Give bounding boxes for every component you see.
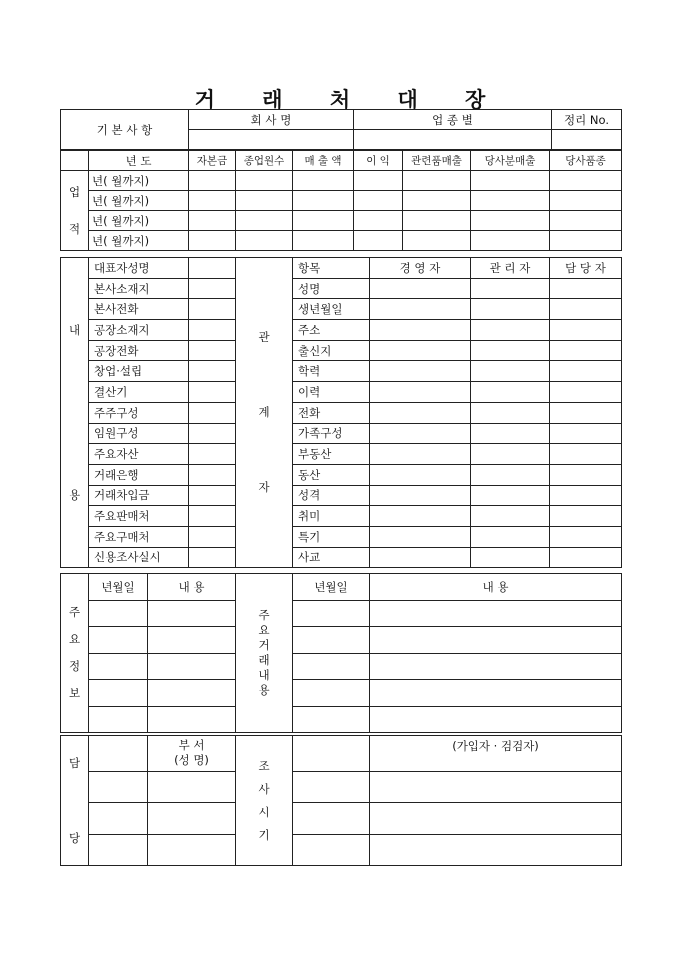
charge-label: 담 당 xyxy=(61,736,89,866)
person-cell[interactable] xyxy=(550,361,622,382)
person-cell[interactable] xyxy=(471,361,550,382)
info-cell[interactable] xyxy=(148,627,236,654)
perf-cell[interactable] xyxy=(354,231,403,251)
charge-cell[interactable] xyxy=(293,834,370,866)
info-cell[interactable] xyxy=(370,600,622,627)
employees-header: 종업원수 xyxy=(236,151,293,171)
person-item-label: 가족구성 xyxy=(293,423,370,444)
person-item-label: 성명 xyxy=(293,278,370,299)
person-cell[interactable] xyxy=(471,506,550,527)
person-cell[interactable] xyxy=(550,485,622,506)
content-item-label: 거래은행 xyxy=(89,464,189,485)
person-cell[interactable] xyxy=(471,340,550,361)
info-cell[interactable] xyxy=(370,706,622,733)
info-cell[interactable] xyxy=(370,680,622,707)
content-item-value[interactable] xyxy=(189,299,236,320)
person-cell[interactable] xyxy=(370,547,471,568)
person-item-label: 전화 xyxy=(293,402,370,423)
info-cell[interactable] xyxy=(370,627,622,654)
ref-no-cell[interactable] xyxy=(552,130,622,150)
charge-cell[interactable] xyxy=(293,736,370,772)
subscriber-note: (가입자 · 검검자) xyxy=(370,736,622,772)
content-item-label: 공장전화 xyxy=(89,340,189,361)
person-cell[interactable] xyxy=(370,382,471,403)
date-header: 년월일 xyxy=(89,574,148,601)
content-item-value[interactable] xyxy=(189,258,236,279)
person-cell[interactable] xyxy=(550,423,622,444)
content-item-label: 거래차입금 xyxy=(89,485,189,506)
content-item-value[interactable] xyxy=(189,361,236,382)
perf-cell[interactable] xyxy=(236,191,293,211)
person-cell[interactable] xyxy=(370,361,471,382)
person-item-label: 주소 xyxy=(293,320,370,341)
info-cell[interactable] xyxy=(370,653,622,680)
content-item-label: 창업·설립 xyxy=(89,361,189,382)
charge-cell[interactable] xyxy=(89,736,148,772)
perf-cell[interactable] xyxy=(471,171,550,191)
perf-cell[interactable] xyxy=(189,191,236,211)
perf-cell[interactable] xyxy=(550,191,622,211)
year-row-3: 년( 월까지) xyxy=(89,211,189,231)
perf-cell[interactable] xyxy=(236,231,293,251)
perf-cell[interactable] xyxy=(550,171,622,191)
perf-cell[interactable] xyxy=(403,211,471,231)
person-cell[interactable] xyxy=(370,340,471,361)
perf-corner xyxy=(61,151,89,171)
content-item-value[interactable] xyxy=(189,382,236,403)
person-cell[interactable] xyxy=(471,382,550,403)
person-cell[interactable] xyxy=(370,506,471,527)
perf-cell[interactable] xyxy=(236,171,293,191)
person-item-label: 동산 xyxy=(293,464,370,485)
content-item-value[interactable] xyxy=(189,278,236,299)
content-item-label: 본사전화 xyxy=(89,299,189,320)
person-cell[interactable] xyxy=(471,526,550,547)
company-name-cell[interactable] xyxy=(189,130,354,150)
person-item-label: 이력 xyxy=(293,382,370,403)
person-cell[interactable] xyxy=(550,444,622,465)
charge-cell[interactable] xyxy=(148,834,236,866)
perf-cell[interactable] xyxy=(550,231,622,251)
perf-cell[interactable] xyxy=(236,211,293,231)
charge-cell[interactable] xyxy=(148,771,236,803)
person-cell[interactable] xyxy=(471,423,550,444)
perf-cell[interactable] xyxy=(354,171,403,191)
perf-cell[interactable] xyxy=(403,231,471,251)
person-cell[interactable] xyxy=(550,278,622,299)
info-cell[interactable] xyxy=(148,706,236,733)
person-cell[interactable] xyxy=(370,464,471,485)
date-header-2: 년월일 xyxy=(293,574,370,601)
person-cell[interactable] xyxy=(471,464,550,485)
person-item-label: 학력 xyxy=(293,361,370,382)
person-cell[interactable] xyxy=(550,526,622,547)
perf-cell[interactable] xyxy=(550,211,622,231)
year-row-2: 년( 월까지) xyxy=(89,191,189,211)
perf-cell[interactable] xyxy=(403,191,471,211)
content-item-value[interactable] xyxy=(189,547,236,568)
person-cell[interactable] xyxy=(550,506,622,527)
charge-cell[interactable] xyxy=(89,803,148,835)
person-cell[interactable] xyxy=(550,547,622,568)
profit-header: 이 익 xyxy=(354,151,403,171)
person-cell[interactable] xyxy=(370,444,471,465)
info-cell[interactable] xyxy=(89,706,148,733)
related-person-label: 관 계 자 xyxy=(236,258,293,568)
person-cell[interactable] xyxy=(550,464,622,485)
info-cell[interactable] xyxy=(89,600,148,627)
content-item-label: 본사소재지 xyxy=(89,278,189,299)
info-cell[interactable] xyxy=(293,680,370,707)
person-cell[interactable] xyxy=(370,526,471,547)
content-item-value[interactable] xyxy=(189,526,236,547)
perf-cell[interactable] xyxy=(354,211,403,231)
key-info-table xyxy=(60,573,622,733)
person-cell[interactable] xyxy=(471,485,550,506)
person-item-label: 사교 xyxy=(293,547,370,568)
info-cell[interactable] xyxy=(89,680,148,707)
charge-cell[interactable] xyxy=(148,803,236,835)
person-cell[interactable] xyxy=(471,547,550,568)
content-item-value[interactable] xyxy=(189,444,236,465)
key-info-label: 주 요 정 보 xyxy=(61,574,89,733)
content-item-value[interactable] xyxy=(189,320,236,341)
year-header: 년 도 xyxy=(89,151,189,171)
person-cell[interactable] xyxy=(550,299,622,320)
person-item-label: 취미 xyxy=(293,506,370,527)
person-item-label: 출신지 xyxy=(293,340,370,361)
content-item-value[interactable] xyxy=(189,485,236,506)
charge-cell[interactable] xyxy=(370,834,622,866)
person-cell[interactable] xyxy=(370,299,471,320)
info-cell[interactable] xyxy=(293,627,370,654)
info-cell[interactable] xyxy=(89,653,148,680)
person-item-label: 생년월일 xyxy=(293,299,370,320)
person-item-label: 부동산 xyxy=(293,444,370,465)
perf-cell[interactable] xyxy=(189,171,236,191)
person-item-label: 특기 xyxy=(293,526,370,547)
basic-info-label: 기 본 사 항 xyxy=(61,110,189,150)
ref-no-header: 정리 No. xyxy=(552,110,622,130)
person-cell[interactable] xyxy=(550,402,622,423)
content-header: 내 용 xyxy=(148,574,236,601)
person-cell[interactable] xyxy=(550,340,622,361)
document-title: 거 래 처 대 장 xyxy=(194,87,506,112)
perf-cell[interactable] xyxy=(293,171,354,191)
person-header: 경 영 자 xyxy=(370,258,471,279)
person-cell[interactable] xyxy=(471,320,550,341)
perf-cell[interactable] xyxy=(293,231,354,251)
content-item-label: 임원구성 xyxy=(89,423,189,444)
perf-cell[interactable] xyxy=(471,211,550,231)
sales-header: 매 출 액 xyxy=(293,151,354,171)
content-item-label: 주요판매처 xyxy=(89,506,189,527)
person-cell[interactable] xyxy=(471,444,550,465)
person-item-label: 성격 xyxy=(293,485,370,506)
content-item-value[interactable] xyxy=(189,402,236,423)
survey-time-label: 조 사 시 기 xyxy=(236,736,293,866)
performance-table xyxy=(60,150,622,251)
content-item-label: 주요구매처 xyxy=(89,526,189,547)
info-cell[interactable] xyxy=(89,627,148,654)
info-cell[interactable] xyxy=(293,600,370,627)
perf-cell[interactable] xyxy=(471,191,550,211)
person-cell[interactable] xyxy=(471,278,550,299)
person-header: 관 리 자 xyxy=(471,258,550,279)
charge-cell[interactable] xyxy=(370,803,622,835)
info-cell[interactable] xyxy=(148,653,236,680)
charge-cell[interactable] xyxy=(370,771,622,803)
our-sales-header: 당사분매출 xyxy=(471,151,550,171)
content-item-label: 결산기 xyxy=(89,382,189,403)
capital-header: 자본금 xyxy=(189,151,236,171)
related-sales-header: 관련품매출 xyxy=(403,151,471,171)
content-item-value[interactable] xyxy=(189,506,236,527)
perf-cell[interactable] xyxy=(293,191,354,211)
info-cell[interactable] xyxy=(293,653,370,680)
year-row-1: 년( 월까지) xyxy=(89,171,189,191)
person-cell[interactable] xyxy=(370,485,471,506)
charge-cell[interactable] xyxy=(293,803,370,835)
content-item-label: 주요자산 xyxy=(89,444,189,465)
perf-cell[interactable] xyxy=(293,211,354,231)
content-item-label: 주주구성 xyxy=(89,402,189,423)
person-header: 담 당 자 xyxy=(550,258,622,279)
person-cell[interactable] xyxy=(550,320,622,341)
content-item-value[interactable] xyxy=(189,423,236,444)
person-item-label: 항목 xyxy=(293,258,370,279)
company-name-header: 회 사 명 xyxy=(189,110,354,130)
perf-cell[interactable] xyxy=(403,171,471,191)
content-item-label: 대표자성명 xyxy=(89,258,189,279)
industry-cell[interactable] xyxy=(354,130,552,150)
year-row-4: 년( 월까지) xyxy=(89,231,189,251)
content-item-label: 신용조사실시 xyxy=(89,547,189,568)
charge-table xyxy=(60,735,622,866)
person-cell[interactable] xyxy=(370,423,471,444)
our-items-header: 당사품종 xyxy=(550,151,622,171)
info-cell[interactable] xyxy=(293,706,370,733)
content-item-value[interactable] xyxy=(189,340,236,361)
content-header-2: 내 용 xyxy=(370,574,622,601)
perf-cell[interactable] xyxy=(471,231,550,251)
content-section-label: 내 용 xyxy=(61,258,89,568)
info-cell[interactable] xyxy=(148,680,236,707)
charge-cell[interactable] xyxy=(89,771,148,803)
person-cell[interactable] xyxy=(370,278,471,299)
info-cell[interactable] xyxy=(148,600,236,627)
person-cell[interactable] xyxy=(370,402,471,423)
perf-section-label: 업 적 xyxy=(61,171,89,251)
basic-info-table xyxy=(60,109,622,150)
person-cell[interactable] xyxy=(471,299,550,320)
dept-name-label: 부 서 (성 명) xyxy=(148,736,236,772)
content-item-value[interactable] xyxy=(189,464,236,485)
content-item-label: 공장소재지 xyxy=(89,320,189,341)
perf-cell[interactable] xyxy=(189,211,236,231)
charge-cell[interactable] xyxy=(89,834,148,866)
person-cell[interactable] xyxy=(370,320,471,341)
charge-cell[interactable] xyxy=(293,771,370,803)
content-table xyxy=(60,257,622,568)
person-cell[interactable] xyxy=(550,382,622,403)
perf-cell[interactable] xyxy=(189,231,236,251)
person-cell[interactable] xyxy=(471,402,550,423)
industry-header: 업 종 별 xyxy=(354,110,552,130)
major-trade-label: 주 요 거 래 내 용 xyxy=(236,574,293,733)
perf-cell[interactable] xyxy=(354,191,403,211)
